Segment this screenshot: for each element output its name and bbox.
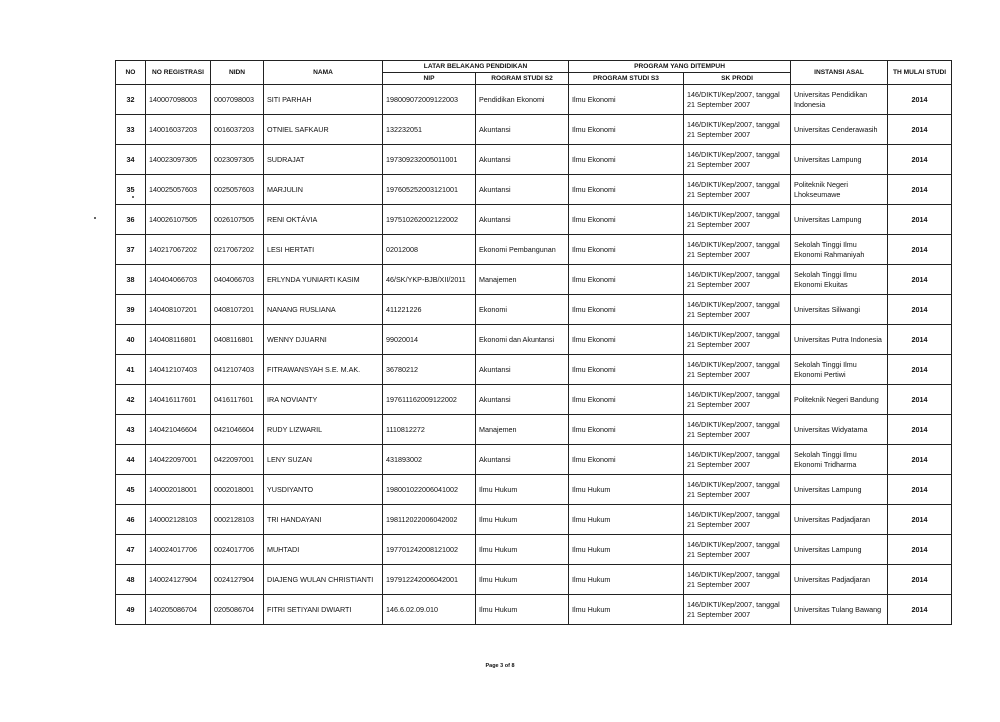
cell-sk-prodi: 146/DIKTI/Kep/2007, tanggal 21 September 2007 — [684, 355, 791, 385]
cell-instansi-asal: Sekolah Tinggi Ilmu Ekonomi Ekuitas — [791, 265, 888, 295]
cell-nip: 198009072009122003 — [383, 85, 476, 115]
cell-th-mulai-studi: 2014 — [888, 565, 952, 595]
cell-no: 48 — [116, 565, 146, 595]
cell-program-studi-s3: Ilmu Ekonomi — [569, 265, 684, 295]
cell-instansi-asal: Universitas Putra Indonesia — [791, 325, 888, 355]
cell-program-studi-s2: Ilmu Hukum — [476, 475, 569, 505]
table-row — [116, 175, 952, 205]
table-row — [116, 235, 952, 265]
cell-nidn: 0404066703 — [211, 265, 264, 295]
cell-no: 39 — [116, 295, 146, 325]
cell-no: 44 — [116, 445, 146, 475]
cell-nidn: 0412107403 — [211, 355, 264, 385]
cell-instansi-asal: Sekolah Tinggi Ilmu Ekonomi Tridharma — [791, 445, 888, 475]
cell-program-studi-s3: Ilmu Hukum — [569, 475, 684, 505]
cell-nidn: 0408116801 — [211, 325, 264, 355]
cell-no-registrasi: 140025057603 — [146, 175, 211, 205]
cell-program-studi-s2: Ekonomi — [476, 295, 569, 325]
cell-no-registrasi: 140002128103 — [146, 505, 211, 535]
cell-nip: 197605252003121001 — [383, 175, 476, 205]
table-body — [116, 85, 952, 625]
cell-sk-prodi: 146/DIKTI/Kep/2007, tanggal 21 September 2007 — [684, 385, 791, 415]
cell-nama: WENNY DJUARNI — [264, 325, 383, 355]
table-row — [116, 355, 952, 385]
cell-instansi-asal: Universitas Tulang Bawang — [791, 595, 888, 625]
cell-program-studi-s2: Ilmu Hukum — [476, 565, 569, 595]
cell-nama: RUDY LIZWARIL — [264, 415, 383, 445]
cell-program-studi-s3: Ilmu Ekonomi — [569, 85, 684, 115]
header-no: NO — [116, 61, 146, 85]
cell-sk-prodi: 146/DIKTI/Kep/2007, tanggal 21 September 2007 — [684, 265, 791, 295]
cell-nip: 411221226 — [383, 295, 476, 325]
cell-instansi-asal: Universitas Padjadjaran — [791, 565, 888, 595]
cell-program-studi-s2: Akuntansi — [476, 145, 569, 175]
scan-speck — [132, 196, 134, 198]
cell-nip: 99020014 — [383, 325, 476, 355]
header-no-registrasi: NO REGISTRASI — [146, 61, 211, 85]
cell-nidn: 0026107505 — [211, 205, 264, 235]
cell-th-mulai-studi: 2014 — [888, 355, 952, 385]
cell-nip: 02012008 — [383, 235, 476, 265]
cell-sk-prodi: 146/DIKTI/Kep/2007, tanggal 21 September 2007 — [684, 415, 791, 445]
cell-sk-prodi: 146/DIKTI/Kep/2007, tanggal 21 September 2007 — [684, 205, 791, 235]
cell-program-studi-s2: Akuntansi — [476, 205, 569, 235]
cell-no: 38 — [116, 265, 146, 295]
cell-program-studi-s2: Ilmu Hukum — [476, 595, 569, 625]
cell-nidn: 0023097305 — [211, 145, 264, 175]
cell-no-registrasi: 140421046604 — [146, 415, 211, 445]
cell-nidn: 0421046604 — [211, 415, 264, 445]
cell-th-mulai-studi: 2014 — [888, 115, 952, 145]
cell-nama: MARJULIN — [264, 175, 383, 205]
cell-th-mulai-studi: 2014 — [888, 535, 952, 565]
cell-sk-prodi: 146/DIKTI/Kep/2007, tanggal 21 September 2007 — [684, 475, 791, 505]
cell-program-studi-s3: Ilmu Ekonomi — [569, 445, 684, 475]
cell-no-registrasi: 140217067202 — [146, 235, 211, 265]
scan-speck — [94, 217, 96, 219]
cell-program-studi-s2: Ekonomi Pembangunan — [476, 235, 569, 265]
cell-nama: DIAJENG WULAN CHRISTIANTI — [264, 565, 383, 595]
cell-nidn: 0217067202 — [211, 235, 264, 265]
table-row — [116, 205, 952, 235]
cell-instansi-asal: Politeknik Negeri Lhokseumawe — [791, 175, 888, 205]
header-sk-prodi: SK PRODI — [684, 73, 791, 85]
cell-program-studi-s3: Ilmu Ekonomi — [569, 115, 684, 145]
cell-instansi-asal: Sekolah Tinggi Ilmu Ekonomi Pertiwi — [791, 355, 888, 385]
cell-sk-prodi: 146/DIKTI/Kep/2007, tanggal 21 September 2007 — [684, 445, 791, 475]
cell-th-mulai-studi: 2014 — [888, 385, 952, 415]
cell-nip: 197510262002122002 — [383, 205, 476, 235]
cell-program-studi-s2: Manajemen — [476, 265, 569, 295]
cell-program-studi-s3: Ilmu Ekonomi — [569, 415, 684, 445]
cell-nama: RENI OKTÁVIA — [264, 205, 383, 235]
table-row — [116, 325, 952, 355]
cell-program-studi-s2: Akuntansi — [476, 175, 569, 205]
cell-nip: 1110812272 — [383, 415, 476, 445]
cell-program-studi-s2: Akuntansi — [476, 115, 569, 145]
cell-no: 34 — [116, 145, 146, 175]
cell-th-mulai-studi: 2014 — [888, 265, 952, 295]
cell-th-mulai-studi: 2014 — [888, 415, 952, 445]
cell-program-studi-s3: Ilmu Ekonomi — [569, 235, 684, 265]
cell-nip: 132232051 — [383, 115, 476, 145]
cell-sk-prodi: 146/DIKTI/Kep/2007, tanggal 21 September 2007 — [684, 85, 791, 115]
cell-no-registrasi: 140002018001 — [146, 475, 211, 505]
cell-sk-prodi: 146/DIKTI/Kep/2007, tanggal 21 September 2007 — [684, 595, 791, 625]
cell-nama: IRA NOVIANTY — [264, 385, 383, 415]
cell-sk-prodi: 146/DIKTI/Kep/2007, tanggal 21 September 2007 — [684, 505, 791, 535]
cell-no: 40 — [116, 325, 146, 355]
cell-nidn: 0007098003 — [211, 85, 264, 115]
cell-no: 42 — [116, 385, 146, 415]
cell-no-registrasi: 140205086704 — [146, 595, 211, 625]
cell-program-studi-s3: Ilmu Ekonomi — [569, 175, 684, 205]
cell-th-mulai-studi: 2014 — [888, 175, 952, 205]
cell-program-studi-s2: Ilmu Hukum — [476, 505, 569, 535]
cell-program-studi-s2: Ekonomi dan Akuntansi — [476, 325, 569, 355]
cell-nama: MUHTADI — [264, 535, 383, 565]
cell-th-mulai-studi: 2014 — [888, 445, 952, 475]
cell-instansi-asal: Universitas Lampung — [791, 475, 888, 505]
cell-nidn: 0016037203 — [211, 115, 264, 145]
cell-th-mulai-studi: 2014 — [888, 505, 952, 535]
cell-program-studi-s3: Ilmu Ekonomi — [569, 355, 684, 385]
cell-instansi-asal: Universitas Lampung — [791, 535, 888, 565]
header-program-studi-s2: ROGRAM STUDI S2 — [476, 73, 569, 85]
cell-nip: 197912242006042001 — [383, 565, 476, 595]
cell-no: 41 — [116, 355, 146, 385]
cell-nama: OTNIEL SAFKAUR — [264, 115, 383, 145]
cell-program-studi-s2: Pendidikan Ekonomi — [476, 85, 569, 115]
cell-instansi-asal: Politeknik Negeri Bandung — [791, 385, 888, 415]
cell-th-mulai-studi: 2014 — [888, 205, 952, 235]
cell-nidn: 0408107201 — [211, 295, 264, 325]
cell-instansi-asal: Universitas Siliwangi — [791, 295, 888, 325]
header-instansi-asal: INSTANSI ASAL — [791, 61, 888, 85]
cell-instansi-asal: Universitas Widyatama — [791, 415, 888, 445]
cell-nidn: 0025057603 — [211, 175, 264, 205]
table-row — [116, 115, 952, 145]
header-nidn: NIDN — [211, 61, 264, 85]
cell-no: 43 — [116, 415, 146, 445]
cell-nama: LENY SUZAN — [264, 445, 383, 475]
cell-sk-prodi: 146/DIKTI/Kep/2007, tanggal 21 September 2007 — [684, 175, 791, 205]
cell-nidn: 0024127904 — [211, 565, 264, 595]
cell-program-studi-s2: Akuntansi — [476, 445, 569, 475]
cell-program-studi-s3: Ilmu Hukum — [569, 535, 684, 565]
cell-no: 45 — [116, 475, 146, 505]
cell-no: 37 — [116, 235, 146, 265]
cell-nidn: 0002018001 — [211, 475, 264, 505]
table-row — [116, 85, 952, 115]
table-row — [116, 445, 952, 475]
cell-instansi-asal: Sekolah Tinggi Ilmu Ekonomi Rahmaniyah — [791, 235, 888, 265]
cell-instansi-asal: Universitas Cenderawasih — [791, 115, 888, 145]
cell-program-studi-s2: Akuntansi — [476, 355, 569, 385]
cell-nama: ERLYNDA YUNIARTI KASIM — [264, 265, 383, 295]
cell-nama: SITI PARHAH — [264, 85, 383, 115]
cell-no: 46 — [116, 505, 146, 535]
cell-nidn: 0024017706 — [211, 535, 264, 565]
cell-no: 33 — [116, 115, 146, 145]
cell-th-mulai-studi: 2014 — [888, 295, 952, 325]
cell-th-mulai-studi: 2014 — [888, 235, 952, 265]
cell-nama: SUDRAJAT — [264, 145, 383, 175]
cell-no: 36 — [116, 205, 146, 235]
participants-table — [115, 60, 952, 625]
cell-instansi-asal: Universitas Lampung — [791, 205, 888, 235]
cell-nip: 36780212 — [383, 355, 476, 385]
cell-program-studi-s3: Ilmu Hukum — [569, 595, 684, 625]
cell-instansi-asal: Universitas Lampung — [791, 145, 888, 175]
cell-no-registrasi: 140024127904 — [146, 565, 211, 595]
header-program-ditempuh: PROGRAM YANG DITEMPUH — [569, 61, 791, 73]
cell-nidn: 0002128103 — [211, 505, 264, 535]
cell-nip: 198112022006042002 — [383, 505, 476, 535]
cell-sk-prodi: 146/DIKTI/Kep/2007, tanggal 21 September 2007 — [684, 145, 791, 175]
cell-sk-prodi: 146/DIKTI/Kep/2007, tanggal 21 September 2007 — [684, 235, 791, 265]
table-row — [116, 265, 952, 295]
cell-program-studi-s3: Ilmu Ekonomi — [569, 295, 684, 325]
table-row — [116, 595, 952, 625]
table-row — [116, 145, 952, 175]
cell-th-mulai-studi: 2014 — [888, 595, 952, 625]
cell-program-studi-s3: Ilmu Ekonomi — [569, 205, 684, 235]
cell-program-studi-s3: Ilmu Hukum — [569, 505, 684, 535]
cell-program-studi-s3: Ilmu Ekonomi — [569, 325, 684, 355]
header-latar-belakang: LATAR BELAKANG PENDIDIKAN — [383, 61, 569, 73]
cell-no: 47 — [116, 535, 146, 565]
cell-program-studi-s3: Ilmu Hukum — [569, 565, 684, 595]
cell-no-registrasi: 140416117601 — [146, 385, 211, 415]
cell-nidn: 0416117601 — [211, 385, 264, 415]
cell-nama: TRI HANDAYANI — [264, 505, 383, 535]
cell-no-registrasi: 140412107403 — [146, 355, 211, 385]
cell-th-mulai-studi: 2014 — [888, 145, 952, 175]
cell-nama: YUSDIYANTO — [264, 475, 383, 505]
table-row — [116, 415, 952, 445]
cell-sk-prodi: 146/DIKTI/Kep/2007, tanggal 21 September 2007 — [684, 295, 791, 325]
table-row — [116, 505, 952, 535]
table-row — [116, 385, 952, 415]
cell-program-studi-s3: Ilmu Ekonomi — [569, 145, 684, 175]
cell-no-registrasi: 140404066703 — [146, 265, 211, 295]
header-nip: NIP — [383, 73, 476, 85]
cell-no-registrasi: 140408116801 — [146, 325, 211, 355]
cell-instansi-asal: Universitas Pendidikan Indonesia — [791, 85, 888, 115]
cell-sk-prodi: 146/DIKTI/Kep/2007, tanggal 21 September 2007 — [684, 565, 791, 595]
cell-program-studi-s2: Akuntansi — [476, 385, 569, 415]
cell-th-mulai-studi: 2014 — [888, 475, 952, 505]
cell-nip: 197309232005011001 — [383, 145, 476, 175]
page-number: Page 3 of 8 — [485, 663, 515, 669]
cell-no-registrasi: 140024017706 — [146, 535, 211, 565]
cell-program-studi-s2: Manajemen — [476, 415, 569, 445]
header-program-studi-s3: PROGRAM STUDI S3 — [569, 73, 684, 85]
cell-nip: 46/SK/YKP-BJB/XII/2011 — [383, 265, 476, 295]
cell-no-registrasi: 140408107201 — [146, 295, 211, 325]
cell-no-registrasi: 140016037203 — [146, 115, 211, 145]
cell-no-registrasi: 140023097305 — [146, 145, 211, 175]
cell-sk-prodi: 146/DIKTI/Kep/2007, tanggal 21 September 2007 — [684, 115, 791, 145]
cell-nip: 198001022006041002 — [383, 475, 476, 505]
cell-nidn: 0422097001 — [211, 445, 264, 475]
cell-nama: NANANG RUSLIANA — [264, 295, 383, 325]
cell-nip: 197611162009122002 — [383, 385, 476, 415]
cell-nip: 431893002 — [383, 445, 476, 475]
cell-no-registrasi: 140422097001 — [146, 445, 211, 475]
cell-no-registrasi: 140007098003 — [146, 85, 211, 115]
cell-no-registrasi: 140026107505 — [146, 205, 211, 235]
table-row — [116, 565, 952, 595]
cell-no: 35 — [116, 175, 146, 205]
header-th-mulai-studi: TH MULAI STUDI — [888, 61, 952, 85]
table-header — [116, 61, 952, 85]
cell-nidn: 0205086704 — [211, 595, 264, 625]
cell-nip: 146.6.02.09.010 — [383, 595, 476, 625]
cell-th-mulai-studi: 2014 — [888, 325, 952, 355]
cell-no: 32 — [116, 85, 146, 115]
header-nama: NAMA — [264, 61, 383, 85]
table-row — [116, 295, 952, 325]
cell-sk-prodi: 146/DIKTI/Kep/2007, tanggal 21 September 2007 — [684, 535, 791, 565]
cell-nama: FITRI SETIYANI DWIARTI — [264, 595, 383, 625]
cell-program-studi-s3: Ilmu Ekonomi — [569, 385, 684, 415]
table-row — [116, 475, 952, 505]
cell-instansi-asal: Universitas Padjadjaran — [791, 505, 888, 535]
cell-program-studi-s2: Ilmu Hukum — [476, 535, 569, 565]
cell-no: 49 — [116, 595, 146, 625]
cell-nama: FITRAWANSYAH S.E. M.AK. — [264, 355, 383, 385]
table-row — [116, 535, 952, 565]
cell-sk-prodi: 146/DIKTI/Kep/2007, tanggal 21 September 2007 — [684, 325, 791, 355]
cell-nip: 197701242008121002 — [383, 535, 476, 565]
cell-nama: LESI HERTATI — [264, 235, 383, 265]
cell-th-mulai-studi: 2014 — [888, 85, 952, 115]
